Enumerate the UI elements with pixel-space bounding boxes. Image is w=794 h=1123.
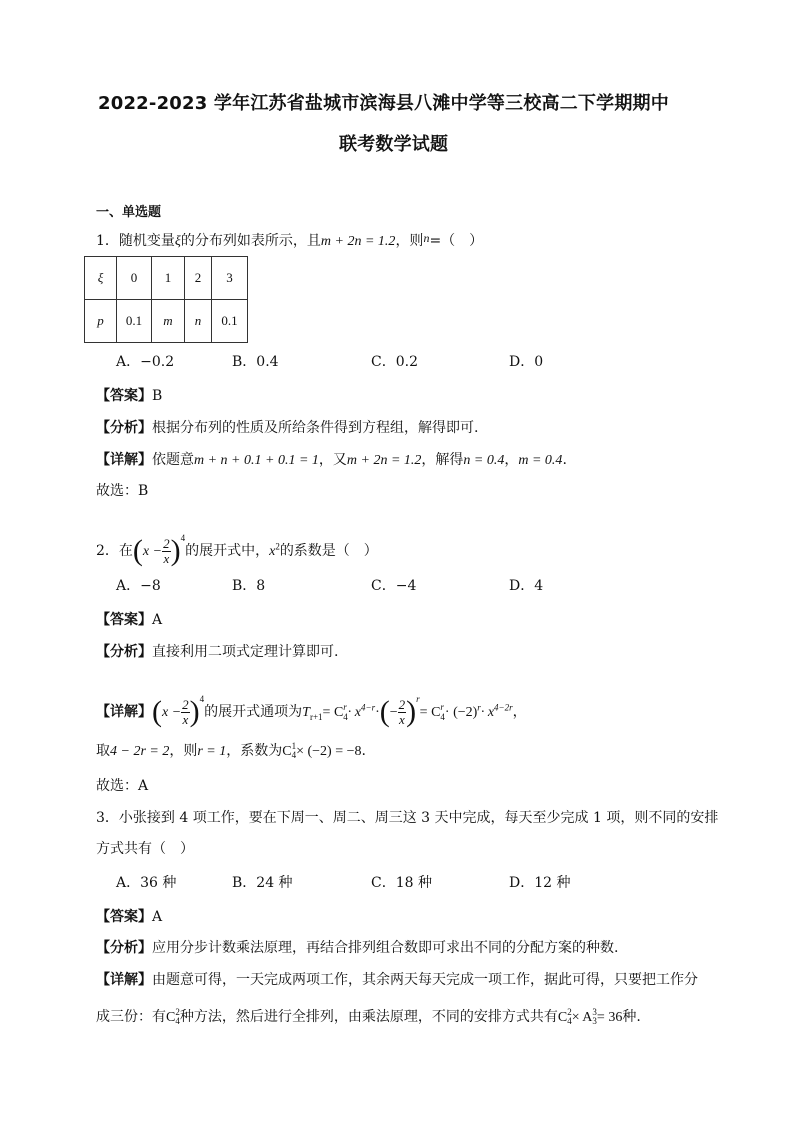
q2-fraction (162, 537, 171, 566)
formula-sup: r (343, 702, 347, 712)
q1-xi: ξ (174, 234, 181, 249)
analysis-text: 根据分布列的性质及所给条件得到方程组，解得即可. (152, 420, 479, 436)
analysis-text: 直接利用二项式定理计算即可. (152, 644, 339, 660)
detail-eq: × A (571, 1010, 593, 1025)
q1-detail (96, 450, 567, 471)
q3-option-b: B．24 种 (232, 875, 293, 891)
paren-right: ) (189, 695, 200, 728)
q3-option-a: A．36 种 (116, 875, 177, 891)
q2-expr-x: x − (142, 544, 163, 559)
formula-part: T (302, 705, 310, 720)
q3-option-c: C．18 种 (371, 875, 432, 891)
formula-sup: 4−r (361, 702, 376, 713)
analysis-text: 应用分步计数乘法原理，再结合排列组合数即可求出不同的分配方案的种数. (152, 940, 619, 956)
detail-eq: m + 2n = 1.2 (346, 453, 422, 468)
q1-stem (96, 228, 483, 252)
fraction-numerator: 2 (182, 696, 189, 712)
detail-eq: = 36 (596, 1010, 623, 1025)
q1-var: n (423, 231, 430, 245)
q1-text-b: 的分布列如表所示，且 (180, 233, 321, 249)
formula-sup: r (477, 702, 481, 713)
q2-option-d: D．4 (509, 578, 544, 594)
formula-sub: 3 (592, 1016, 597, 1026)
q2-x-power: 2 (275, 541, 280, 552)
detail-text: 成三份：有 (96, 1009, 166, 1025)
formula-sub: 4 (343, 712, 348, 722)
answer-label: 【答案】 (96, 612, 152, 628)
answer-value: A (152, 909, 163, 925)
table-cell: p (85, 300, 117, 343)
table-cell: 0 (117, 257, 152, 300)
detail-eq: C (282, 744, 292, 759)
formula-sup: 2 (175, 1007, 180, 1017)
detail-eq: C (557, 1010, 568, 1025)
q1-option-d: D．0 (509, 354, 544, 370)
paren-right: ) (406, 695, 417, 728)
answer-label: 【答案】 (96, 909, 152, 925)
formula-part: · x (347, 705, 361, 720)
q2-option-b: B．8 (232, 578, 266, 594)
fraction-denominator: x (182, 711, 189, 727)
detail-eq: m + n + 0.1 + 0.1 = 1 (194, 453, 319, 468)
q3-option-d: D．12 种 (509, 875, 571, 891)
distribution-table (84, 256, 248, 343)
detail-text: ，则 (169, 743, 198, 759)
detail-text: 取 (96, 743, 110, 759)
detail-text: . (361, 743, 366, 759)
table-row (85, 257, 248, 300)
table-cell: m (152, 300, 185, 343)
table-cell: n (185, 300, 212, 343)
q1-analysis (96, 418, 478, 438)
formula-sub: 4 (567, 1016, 572, 1026)
detail-text: ， (512, 704, 527, 720)
detail-label: 【详解】 (96, 452, 152, 468)
q2-fraction (181, 698, 190, 727)
q2-conclusion: 故选：A (96, 778, 149, 794)
formula-part: = C (322, 705, 344, 720)
section-heading: 一、单选题 (96, 205, 162, 220)
detail-eq: r = 1 (197, 744, 227, 759)
detail-eq: 4 − 2r = 2 (110, 744, 170, 759)
detail-text: 的展开式通项为 (204, 704, 303, 720)
q3-detail-line2 (96, 1007, 641, 1028)
paren-left: ( (152, 695, 162, 728)
q1-option-a: A．−0.2 (116, 354, 175, 370)
detail-text: 由题意可得，一天完成两项工作，其余两天每天完成一项工作，据此可得，只要把工作分 (152, 972, 698, 988)
q2-text-c: 的系数是（ ） (279, 543, 378, 559)
detail-label: 【详解】 (96, 972, 152, 988)
q3-stem-line1: 3．小张接到 4 项工作，要在下周一、周二、周三这 3 天中完成，每天至少完成 1 项，则不同的安排 (96, 810, 719, 826)
formula-sub: 4 (291, 750, 297, 760)
detail-text: 种方法，然后进行全排列，由乘法原理，不同的安排方式共有 (179, 1009, 558, 1025)
page-title-line2: 联考数学试题 (339, 134, 449, 155)
q3-answer (96, 907, 162, 927)
q2-answer (96, 610, 162, 630)
detail-eq: m = 0.4 (518, 453, 563, 468)
formula-part: · (375, 705, 380, 720)
q1-answer (96, 386, 162, 406)
formula-sup: 4−2r (494, 702, 513, 713)
q2-expr-x: x − (162, 705, 182, 720)
detail-text: 依题意 (152, 452, 194, 468)
detail-text: . (562, 452, 567, 468)
table-cell: 0.1 (212, 300, 248, 343)
fraction-denominator: x (163, 550, 170, 566)
formula-sup: r (440, 702, 444, 712)
q2-detail (96, 682, 527, 734)
detail-eq: × (−2) = −8 (296, 744, 362, 759)
formula-sup: 1 (291, 741, 297, 751)
formula-sub: 4 (440, 712, 445, 722)
detail-text: ，又 (318, 452, 347, 468)
q1-option-b: B．0.4 (232, 354, 279, 370)
q1-text-c: ，则 (395, 233, 424, 249)
formula-sub: 4 (175, 1016, 180, 1026)
table-row (85, 300, 248, 343)
formula-sup: r (416, 694, 420, 704)
q2-stem (96, 522, 378, 568)
q1-option-c: C．0.2 (371, 354, 418, 370)
formula-part: = C (419, 705, 441, 720)
q3-detail-line1 (96, 970, 698, 990)
table-cell: 2 (185, 257, 212, 300)
formula-fraction (398, 698, 407, 727)
table-cell: ξ (85, 257, 117, 300)
q3-analysis (96, 938, 618, 958)
answer-value: A (152, 612, 163, 628)
answer-label: 【答案】 (96, 388, 152, 404)
formula-sub: r+1 (309, 711, 323, 722)
analysis-label: 【分析】 (96, 940, 152, 956)
q2-power: 4 (180, 533, 186, 543)
q2-detail-line2 (96, 741, 366, 762)
formula-sup: 2 (567, 1007, 572, 1017)
formula-part: · (−2) (444, 705, 478, 720)
paren-right: ) (170, 534, 181, 567)
paren-left: ( (379, 695, 390, 728)
q2-text-b: 的展开式中， (185, 543, 270, 559)
table-cell: 0.1 (117, 300, 152, 343)
detail-label: 【详解】 (96, 704, 152, 720)
detail-text: 种. (622, 1009, 641, 1025)
q2-text-a: 2．在 (96, 543, 133, 559)
detail-text: ，系数为 (226, 743, 283, 759)
q1-conclusion: 故选：B (96, 483, 149, 499)
page-title-line1: 2022-2023 学年江苏省盐城市滨海县八滩中学等三校高二下学期期中 (98, 93, 669, 114)
q2-option-c: C．−4 (371, 578, 417, 594)
analysis-label: 【分析】 (96, 644, 152, 660)
q2-option-a: A．−8 (116, 578, 161, 594)
detail-eq: n = 0.4 (463, 453, 505, 468)
q2-x: x (269, 544, 276, 559)
formula-part: − (389, 705, 398, 720)
q1-condition: m + 2n = 1.2 (320, 234, 396, 249)
answer-value: B (152, 388, 163, 404)
formula-part: · x (480, 705, 495, 720)
analysis-label: 【分析】 (96, 420, 152, 436)
q2-power: 4 (199, 694, 205, 704)
q1-text-a: 1．随机变量 (96, 233, 175, 249)
detail-eq: C (166, 1010, 176, 1025)
fraction-numerator: 2 (163, 535, 170, 551)
detail-text: ，解得 (421, 452, 464, 468)
fraction-numerator: 2 (398, 696, 406, 712)
table-cell: 1 (152, 257, 185, 300)
q1-text-d: =（ ） (429, 233, 484, 249)
paren-left: ( (132, 534, 143, 567)
fraction-denominator: x (399, 711, 405, 727)
q3-stem-line2: 方式共有（ ） (96, 841, 194, 857)
detail-text: ， (504, 452, 519, 468)
formula-sup: 3 (592, 1007, 597, 1017)
q2-analysis (96, 642, 338, 662)
table-cell: 3 (212, 257, 248, 300)
